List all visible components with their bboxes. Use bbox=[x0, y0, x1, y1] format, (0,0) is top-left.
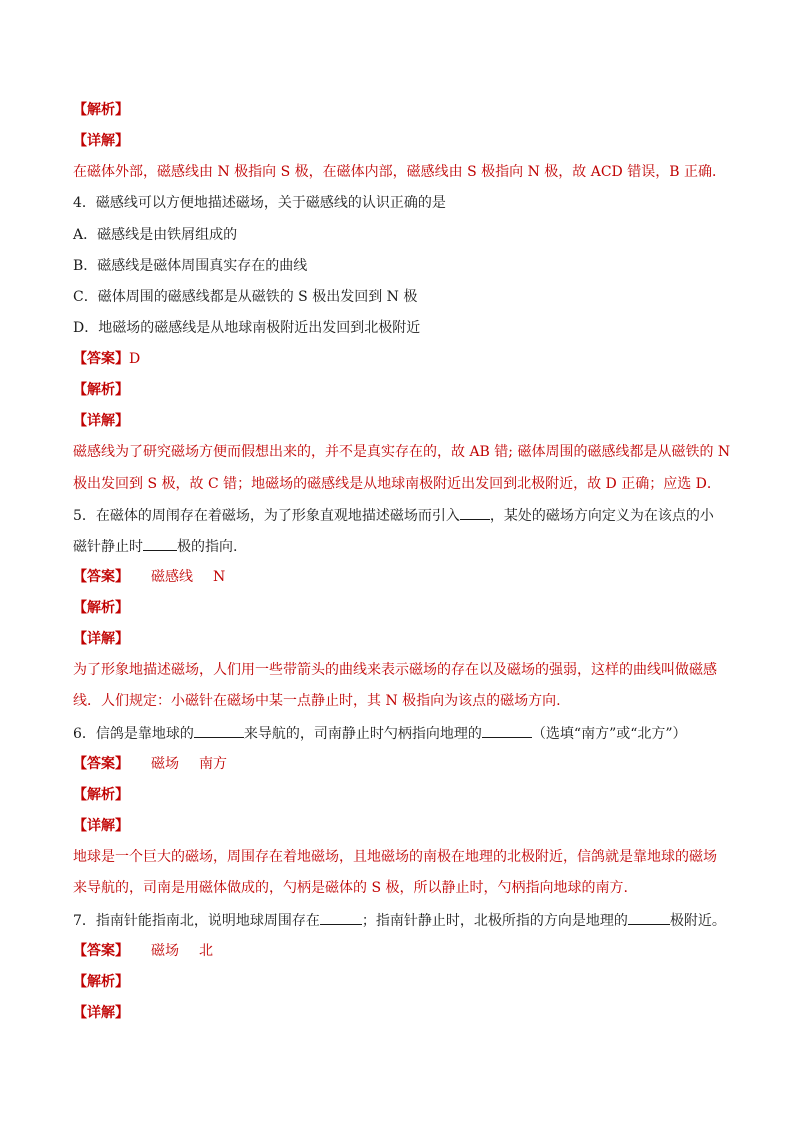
analysis-tag: 【解析】 bbox=[73, 600, 129, 616]
answer-tag: 【答案】 bbox=[73, 943, 129, 959]
q3-detail-text: 在磁体外部，磁感线由 N 极指向 S 极，在磁体内部，磁感线由 S 极指向 N 极，故 ACD 错误，B 正确． bbox=[73, 164, 726, 180]
q4-detail-line2: 极出发回到 S 极，故 C 错；地磁场的磁感线是从地球南极附近出发回到北极附近，故 D 正确；应选 D． bbox=[73, 476, 721, 492]
q5-stem-line1 bbox=[73, 505, 734, 526]
answer-blank bbox=[143, 536, 177, 551]
q4-detail-line1: 磁感线为了研究磁场方便而假想出来的，并不是真实存在的，故 AB 错; 磁体周围的磁感线都是从磁铁的 N bbox=[73, 444, 731, 460]
q6-stem bbox=[73, 723, 734, 744]
q7-answer-2: 北 bbox=[199, 943, 213, 959]
q4-option-b: B．磁感线是磁体周围真实存在的曲线 bbox=[73, 258, 308, 274]
q4-option-c: C．磁体周围的磁感线都是从磁铁的 S 极出发回到 N 极 bbox=[73, 289, 418, 305]
q4-answer-line bbox=[73, 349, 734, 369]
q6-answer-line bbox=[73, 754, 734, 774]
analysis-tag: 【解析】 bbox=[73, 102, 129, 118]
answer-blank bbox=[628, 910, 670, 925]
q4-option-d: D．地磁场的磁感线是从地球南极附近出发回到北极附近 bbox=[73, 320, 421, 336]
q5-stem-part2: ，某处的磁场方向定义为在该点的小 bbox=[489, 508, 714, 524]
answer-blank bbox=[482, 723, 532, 738]
q4-stem: 4．磁感线可以方便地描述磁场，关于磁感线的认识正确的是 bbox=[73, 195, 446, 211]
detail-tag: 【详解】 bbox=[73, 1005, 129, 1021]
q5-answer-1: 磁感线 bbox=[151, 569, 193, 585]
q5-answer-line bbox=[73, 567, 734, 587]
q6-answer-2: 南方 bbox=[199, 756, 227, 772]
answer-tag: 【答案】 bbox=[73, 756, 129, 772]
q4-answer: D bbox=[129, 351, 141, 367]
analysis-tag: 【解析】 bbox=[73, 787, 129, 803]
answer-blank bbox=[460, 505, 490, 520]
q5-stem-line2 bbox=[73, 536, 734, 557]
q7-answer-line bbox=[73, 941, 734, 961]
answer-blank bbox=[320, 910, 362, 925]
q7-stem bbox=[73, 910, 734, 931]
answer-tag: 【答案】 bbox=[73, 351, 129, 367]
q7-stem-part2: ；指南针静止时，北极所指的方向是地理的 bbox=[361, 913, 628, 929]
q6-stem-part2: 来导航的，司南静止时勺柄指向地理的 bbox=[243, 726, 482, 742]
detail-tag: 【详解】 bbox=[73, 133, 129, 149]
q5-stem-part3: 磁针静止时 bbox=[73, 539, 143, 555]
q6-stem-part1: 6．信鸽是靠地球的 bbox=[73, 726, 194, 742]
analysis-tag: 【解析】 bbox=[73, 974, 129, 990]
q6-answer-1: 磁场 bbox=[151, 756, 179, 772]
q5-stem-part1: 5．在磁体的周闱存在着磁场，为了形象直观地描述磁场而引入 bbox=[73, 508, 460, 524]
q7-stem-part1: 7．指南针能指南北，说明地球周围存在 bbox=[73, 913, 320, 929]
detail-tag: 【详解】 bbox=[73, 818, 129, 834]
q4-option-a: A．磁感线是由铁屑组成的 bbox=[73, 227, 238, 243]
detail-tag: 【详解】 bbox=[73, 631, 129, 647]
q6-stem-part3: （选填“南方”或“北方”） bbox=[531, 726, 687, 742]
q7-stem-part3: 极附近。 bbox=[669, 913, 726, 929]
q5-answer-2: N bbox=[213, 569, 226, 585]
q5-stem-part4: 极的指向. bbox=[177, 539, 238, 555]
q5-detail-line1: 为了形象地描述磁场，人们用一些带箭头的曲线来表示磁场的存在以及磁场的强弱，这样的曲线叫做磁感 bbox=[73, 662, 717, 678]
q6-detail-line1: 地球是一个巨大的磁场，周围存在着地磁场，且地磁场的南极在地理的北极附近，信鸽就是靠地球的磁场 bbox=[73, 849, 717, 865]
q5-detail-line2: 线．人们规定：小磁针在磁场中某一点静止时，其 N 极指向为该点的磁场方向. bbox=[73, 693, 561, 709]
answer-blank bbox=[194, 723, 244, 738]
detail-tag: 【详解】 bbox=[73, 413, 129, 429]
answer-tag: 【答案】 bbox=[73, 569, 129, 585]
q7-answer-1: 磁场 bbox=[151, 943, 179, 959]
analysis-tag: 【解析】 bbox=[73, 382, 129, 398]
q6-detail-line2: 来导航的，司南是用磁体做成的，勺柄是磁体的 S 极，所以静止时，勺柄指向地球的南方. bbox=[73, 880, 628, 896]
